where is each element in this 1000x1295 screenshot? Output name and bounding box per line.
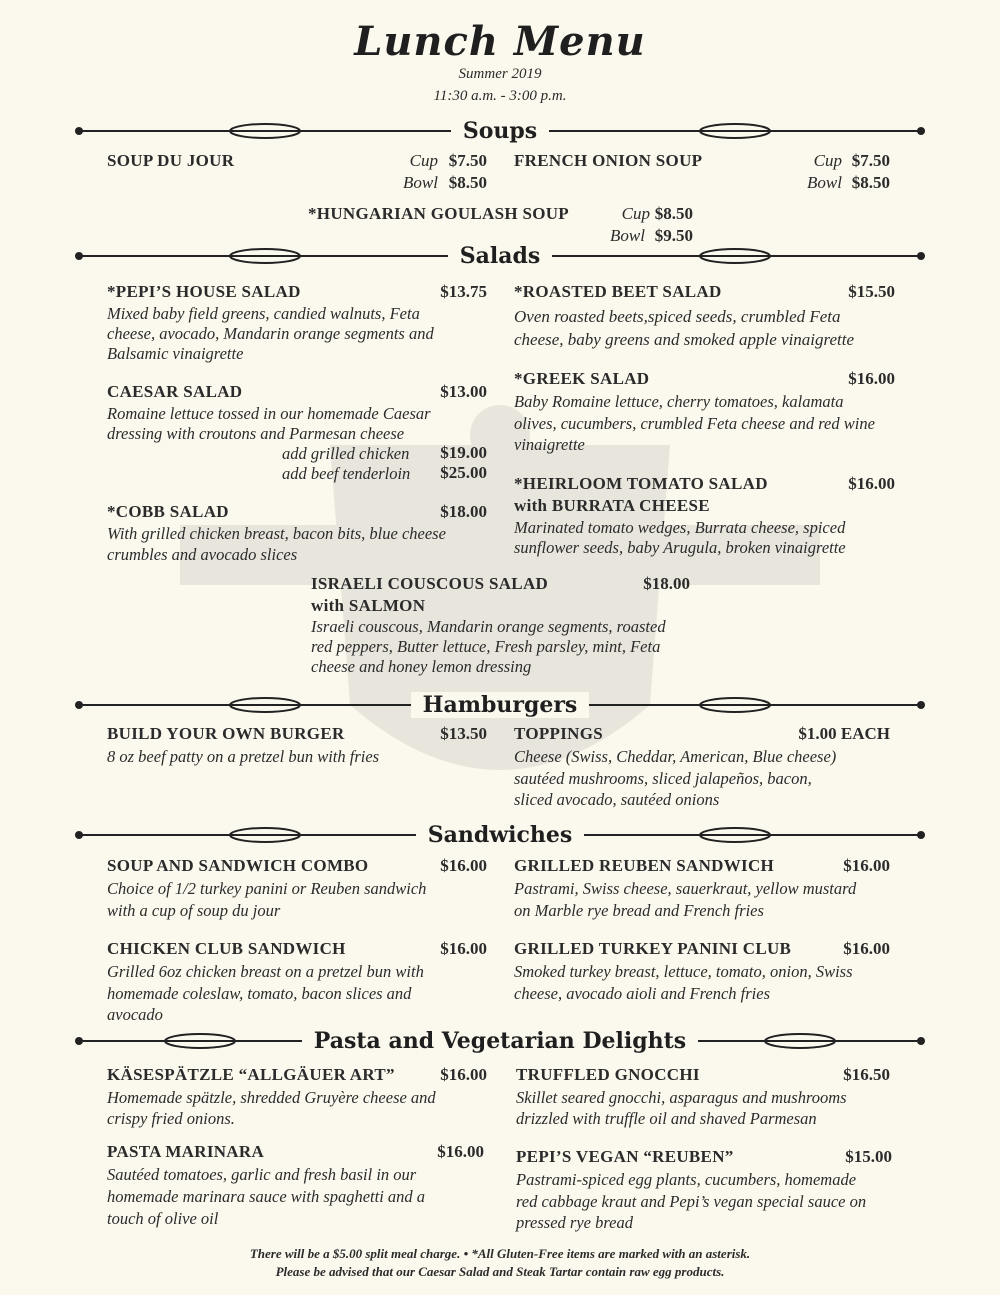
menu-season: Summer 2019: [458, 66, 542, 82]
salad-caesar-desc-1: Romaine lettuce tossed in our homemade Caesar: [107, 404, 431, 423]
salad-cobb-desc-1: With grilled chicken breast, bacon bits, blue cheese: [107, 524, 446, 543]
sandwich-combo-name: SOUP AND SANDWICH COMBO: [107, 856, 369, 875]
pasta-marinara-desc-2: homemade marinara sauce with spaghetti and a: [107, 1187, 426, 1206]
salad-greek-name: *GREEK SALAD: [514, 369, 650, 388]
salad-cobb-name: *COBB SALAD: [107, 502, 229, 521]
salad-couscous-price: $18.00: [643, 574, 690, 593]
salad-beet-name: *ROASTED BEET SALAD: [514, 282, 722, 301]
sandwich-club-price: $16.00: [440, 939, 487, 958]
salads-divider: [75, 241, 925, 271]
burger-byo-desc: 8 oz beef patty on a pretzel bun with fries: [107, 747, 380, 766]
soup-jour-bowl-label: Bowl: [403, 173, 438, 192]
sandwich-club-desc-3: avocado: [107, 1005, 163, 1024]
sandwich-reuben-desc-2: on Marble rye bread and French fries: [514, 901, 764, 920]
soup-goulash-name: *HUNGARIAN GOULASH SOUP: [308, 204, 569, 223]
footer-note-split-charge: There will be a $5.00 split meal charge. • *All Gluten-Free items are marked with an asterisk.: [249, 1246, 751, 1261]
soup-onion-cup-price: $7.50: [851, 151, 890, 170]
salad-couscous-desc-1: Israeli couscous, Mandarin orange segments, roasted: [311, 617, 666, 636]
burger-toppings-desc-3: sliced avocado, sautéed onions: [514, 790, 720, 809]
salad-heirloom-price: $16.00: [848, 474, 895, 493]
sandwiches-divider: [75, 820, 925, 850]
pasta-marinara-desc-3: touch of olive oil: [107, 1209, 219, 1228]
pasta-vegan-desc-2: red cabbage kraut and Pepi’s vegan special sauce on: [516, 1192, 867, 1211]
burger-toppings-price: $1.00 EACH: [798, 724, 890, 743]
soup-goulash-cup-price: $8.50: [654, 204, 693, 223]
burger-toppings-desc-1: Cheese (Swiss, Cheddar, American, Blue cheese): [514, 747, 837, 766]
pasta-vegan-price: $15.00: [845, 1147, 892, 1166]
pasta-kase-desc-2: crispy fried onions.: [107, 1109, 235, 1128]
salad-beet-desc-2: cheese, baby greens and smoked apple vinaigrette: [514, 330, 855, 349]
section-title-hamburgers: Hamburgers: [75, 690, 925, 720]
section-title-soups: Soups: [75, 116, 925, 146]
salad-couscous-desc-3: cheese and honey lemon dressing: [311, 657, 532, 676]
salad-house-desc-3: Balsamic vinaigrette: [107, 344, 244, 363]
salad-couscous-desc-2: red peppers, Butter lettuce, Fresh parsley, mint, Feta: [311, 637, 661, 656]
pasta-gnocchi-name: TRUFFLED GNOCCHI: [516, 1065, 700, 1084]
sandwich-combo-price: $16.00: [440, 856, 487, 875]
hamburgers-divider: [75, 690, 925, 720]
soup-jour-bowl-price: $8.50: [448, 173, 487, 192]
section-title-salads: Salads: [75, 241, 925, 271]
salad-caesar-addon-beef-price: $25.00: [440, 463, 487, 482]
pasta-divider: [75, 1026, 925, 1056]
salad-caesar-price: $13.00: [440, 382, 487, 401]
pasta-marinara-price: $16.00: [437, 1142, 484, 1161]
salad-couscous-name-1: ISRAELI COUSCOUS SALAD: [311, 574, 549, 593]
salad-house-name: *PEPI’S HOUSE SALAD: [107, 282, 301, 301]
soup-onion-name: FRENCH ONION SOUP: [514, 151, 703, 170]
burger-toppings-desc-2: sautéed mushrooms, sliced jalapeños, bacon,: [514, 769, 812, 788]
sandwich-turkey-price: $16.00: [843, 939, 890, 958]
salad-beet-price: $15.50: [848, 282, 895, 301]
section-title-sandwiches: Sandwiches: [75, 820, 925, 850]
pasta-kase-price: $16.00: [440, 1065, 487, 1084]
salad-heirloom-name-1: *HEIRLOOM TOMATO SALAD: [514, 474, 768, 493]
menu-hours: 11:30 a.m. - 3:00 p.m.: [433, 88, 567, 104]
soup-onion-bowl-label: Bowl: [807, 173, 842, 192]
sandwich-turkey-desc-2: cheese, avocado aioli and French fries: [514, 984, 770, 1003]
sandwich-turkey-name: GRILLED TURKEY PANINI CLUB: [514, 939, 792, 958]
pasta-vegan-desc-3: pressed rye bread: [516, 1213, 633, 1232]
menu-title: Lunch Menu: [354, 18, 646, 65]
salad-greek-desc-1: Baby Romaine lettuce, cherry tomatoes, kalamata: [514, 392, 844, 411]
soup-goulash-bowl-price: $9.50: [654, 226, 693, 245]
soup-jour-name: SOUP DU JOUR: [107, 151, 235, 170]
burger-byo-name: BUILD YOUR OWN BURGER: [107, 724, 345, 743]
sandwich-club-desc-1: Grilled 6oz chicken breast on a pretzel bun with: [107, 962, 424, 981]
pasta-gnocchi-desc-1: Skillet seared gnocchi, asparagus and mushrooms: [516, 1088, 847, 1107]
soup-goulash-bowl-label: Bowl: [610, 226, 645, 245]
pasta-marinara-name: PASTA MARINARA: [107, 1142, 265, 1161]
pasta-gnocchi-price: $16.50: [843, 1065, 890, 1084]
sandwich-reuben-name: GRILLED REUBEN SANDWICH: [514, 856, 775, 875]
soup-onion-cup-label: Cup: [813, 151, 842, 170]
salad-caesar-addon-chicken: add grilled chicken: [282, 444, 410, 463]
sandwich-combo-desc-2: with a cup of soup du jour: [107, 901, 281, 920]
section-title-pasta: Pasta and Vegetarian Delights: [75, 1026, 925, 1056]
salad-couscous-name-2: with SALMON: [311, 596, 426, 615]
sandwich-club-desc-2: homemade coleslaw, tomato, bacon slices and: [107, 984, 412, 1003]
salad-house-desc-1: Mixed baby field greens, candied walnuts, Feta: [107, 304, 420, 323]
burger-toppings-name: TOPPINGS: [514, 724, 603, 743]
salad-heirloom-name-2: with BURRATA CHEESE: [514, 496, 710, 515]
sandwich-club-name: CHICKEN CLUB SANDWICH: [107, 939, 346, 958]
pasta-vegan-desc-1: Pastrami-spiced egg plants, cucumbers, homemade: [516, 1170, 857, 1189]
soup-onion-bowl-price: $8.50: [851, 173, 890, 192]
salad-house-desc-2: cheese, avocado, Mandarin orange segments and: [107, 324, 434, 343]
salad-greek-desc-3: vinaigrette: [514, 435, 585, 454]
pasta-marinara-desc-1: Sautéed tomatoes, garlic and fresh basil in our: [107, 1165, 417, 1184]
salad-cobb-desc-2: crumbles and avocado slices: [107, 545, 298, 564]
soup-jour-cup-label: Cup: [409, 151, 438, 170]
sandwich-combo-desc-1: Choice of 1/2 turkey panini or Reuben sandwich: [107, 879, 427, 898]
footer-note-raw-egg: Please be advised that our Caesar Salad and Steak Tartar contain raw egg products.: [275, 1264, 725, 1279]
pasta-kase-name: KÄSESPÄTZLE “ALLGÄUER ART”: [107, 1065, 395, 1084]
salad-greek-desc-2: olives, cucumbers, crumbled Feta cheese and red wine: [514, 414, 875, 433]
pasta-kase-desc-1: Homemade spätzle, shredded Gruyère cheese and: [107, 1088, 436, 1107]
burger-byo-price: $13.50: [440, 724, 487, 743]
salad-caesar-addon-beef: add beef tenderloin: [282, 464, 411, 483]
sandwich-turkey-desc-1: Smoked turkey breast, lettuce, tomato, onion, Swiss: [514, 962, 853, 981]
salad-caesar-addon-chicken-price: $19.00: [440, 443, 487, 462]
sandwich-reuben-desc-1: Pastrami, Swiss cheese, sauerkraut, yellow mustard: [514, 879, 857, 898]
soup-jour-cup-price: $7.50: [448, 151, 487, 170]
soup-goulash-cup-label: Cup: [621, 204, 650, 223]
pasta-gnocchi-desc-2: drizzled with truffle oil and shaved Parmesan: [516, 1109, 817, 1128]
sandwich-reuben-price: $16.00: [843, 856, 890, 875]
salad-caesar-desc-2: dressing with croutons and Parmesan cheese: [107, 424, 405, 443]
salad-cobb-price: $18.00: [440, 502, 487, 521]
salad-heirloom-desc-1: Marinated tomato wedges, Burrata cheese, spiced: [514, 518, 846, 537]
soups-divider: [75, 116, 925, 146]
salad-heirloom-desc-2: sunflower seeds, baby Arugula, broken vinaigrette: [514, 538, 846, 557]
salad-beet-desc-1: Oven roasted beets,spiced seeds, crumbled Feta: [514, 307, 841, 326]
pasta-vegan-name: PEPI’S VEGAN “REUBEN”: [516, 1147, 734, 1166]
salad-house-price: $13.75: [440, 282, 487, 301]
salad-caesar-name: CAESAR SALAD: [107, 382, 243, 401]
salad-greek-price: $16.00: [848, 369, 895, 388]
